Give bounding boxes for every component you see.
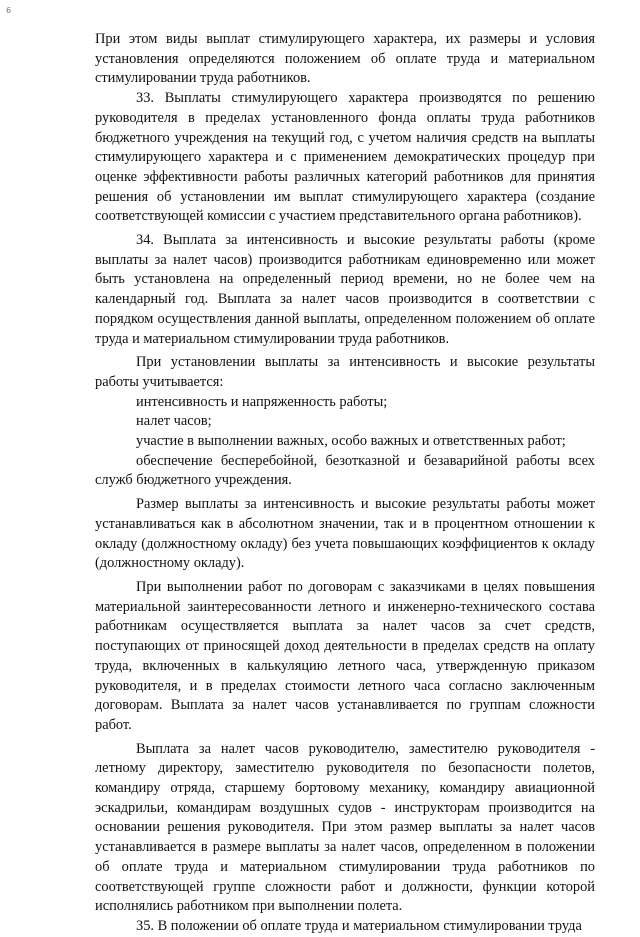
paragraph-34: 34. Выплата за интенсивность и высокие результаты работы (кроме выплаты за налет часов) производится работникам единовременно или может быть установлена на определенный период времени, но не более чем на календарный год. Выплата за налет часов производится в соответствии с порядком осуществления данной выплаты, определенном положением об оплате труда и материальном стимулировании труда работников. [95,232,595,347]
paragraph-contracts: При выполнении работ по договорам с заказчиками в целях повышения материальной заинтересованности летного и инженерно-технического состава работникам осуществляется выплата за налет часов за счет средств, поступающих от приносящей доход деятельности в пределах средств на оплату труда, включенных в калькуляцию летного часа, утвержденную приказом руководителя, и в пределах стоимости летного часа согласно заключенным договорам. Выплата за налет часов устанавливается по группам сложности работ. [95,578,595,733]
paragraph-payment-size: Размер выплаты за интенсивность и высокие результаты работы может устанавливаться как в абсолютном значении, так и в процентном отношении к окладу (должностному окладу) без учета повышающих коэффициентов к окладу (должностному окладу). [95,496,595,572]
paragraph-management-flight-pay: Выплата за налет часов руководителю, заместителю руководителя - летному директору, заместителю руководителя по безопасности полетов, командиру отряда, старшему бортовому механику, командиру авиационной эскадрильи, командирам воздушных судов - инструкторам производится на основании решения руководителя. При этом размер выплаты за налет часов устанавливается в размере выплаты за налет часов, определенном в положении об оплате труда и материальном стимулировании труда работников по соответствующей группе сложности работ и должности, функции которой исполнялись работником при выполнении полета. [95,740,595,915]
criteria-item-important-work: участие в выполнении важных, особо важных и ответственных работ; [136,433,566,450]
paragraph-35: 35. В положении об оплате труда и материальном стимулировании труда [136,917,582,934]
paragraph-33: 33. Выплаты стимулирующего характера производятся по решению руководителя в пределах установленного фонда оплаты труда работников бюджетного учреждения на текущий год, с учетом наличия средств на выплаты стимулирующего характера и с применением демократических процедур при оценке эффективности работы различных категорий работников для принятия решения об установлении им выплат стимулирующего характера (создание соответствующей комиссии с участием представительного органа работников). [95,90,595,225]
criteria-item-intensity: интенсивность и напряженность работы; [136,393,388,410]
document-page [95,30,595,937]
criteria-item-flight-hours: налет часов; [136,413,212,430]
page-number: 6 [6,6,12,15]
criteria-item-services: обеспечение бесперебойной, безотказной и безаварийной работы всех служб бюджетного учреждения. [95,452,595,489]
paragraph-criteria-lead: При установлении выплаты за интенсивность и высокие результаты работы учитывается: [95,354,595,390]
paragraph-intro: При этом виды выплат стимулирующего характера, их размеры и условия установления определяются положением об оплате труда и материальном стимулировании труда работников. [95,31,595,87]
